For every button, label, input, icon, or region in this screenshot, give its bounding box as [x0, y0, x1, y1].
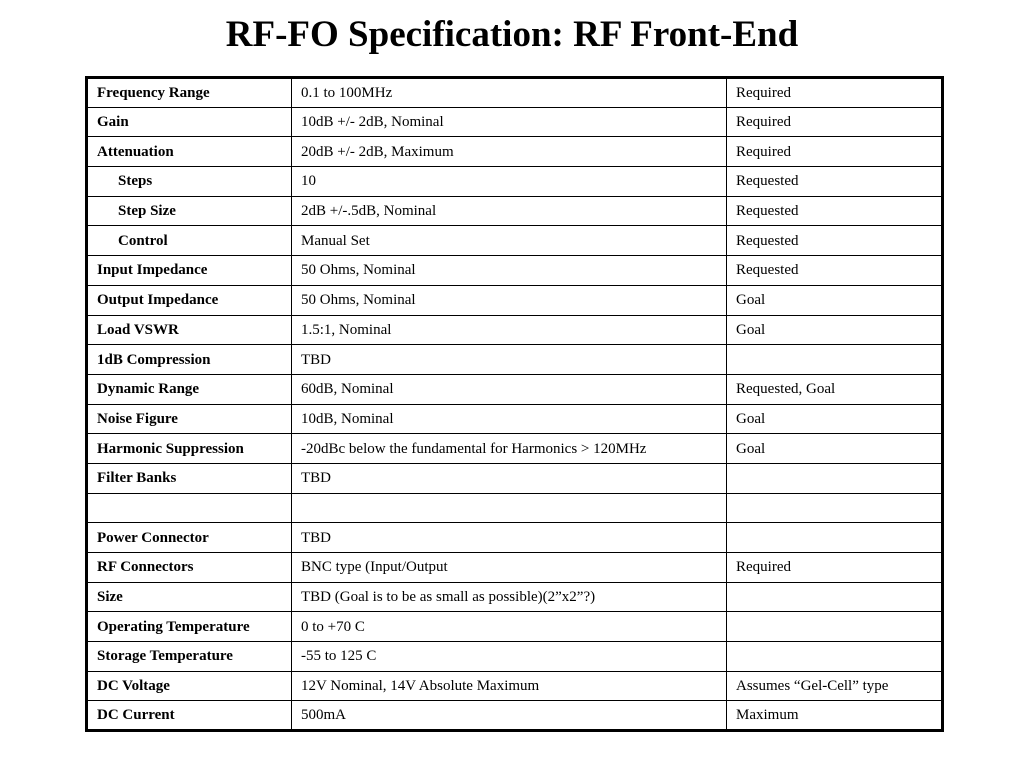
specification-cell: 10dB +/- 2dB, Nominal	[292, 107, 727, 137]
requirement-level-cell: Requested	[727, 226, 943, 256]
specification-cell: 60dB, Nominal	[292, 374, 727, 404]
table-row	[87, 493, 943, 523]
table-row	[87, 642, 943, 672]
spec-table-body	[87, 78, 943, 731]
requirement-level-cell: Assumes “Gel-Cell” type	[727, 671, 943, 701]
table-row	[87, 701, 943, 731]
table-row	[87, 404, 943, 434]
requirement-level-cell	[727, 463, 943, 493]
specification-cell: TBD	[292, 463, 727, 493]
specification-cell: Manual Set	[292, 226, 727, 256]
requirement-level-cell: Required	[727, 137, 943, 167]
parameter-cell: 1dB Compression	[87, 345, 292, 375]
requirement-level-cell	[727, 612, 943, 642]
specification-cell: 500mA	[292, 701, 727, 731]
specification-cell: 50 Ohms, Nominal	[292, 285, 727, 315]
parameter-cell: RF Connectors	[87, 553, 292, 583]
requirement-level-cell: Required	[727, 78, 943, 108]
page-title: RF-FO Specification: RF Front-End	[225, 14, 799, 55]
parameter-cell: DC Current	[87, 701, 292, 731]
requirement-level-cell	[727, 523, 943, 553]
table-row	[87, 256, 943, 286]
parameter-cell: Step Size	[87, 196, 292, 226]
requirement-level-cell: Goal	[727, 315, 943, 345]
table-row	[87, 582, 943, 612]
specification-cell	[292, 493, 727, 523]
table-row	[87, 345, 943, 375]
requirement-level-cell: Goal	[727, 434, 943, 464]
parameter-cell	[87, 493, 292, 523]
spec-table	[85, 76, 944, 732]
parameter-cell: Attenuation	[87, 137, 292, 167]
specification-cell: 2dB +/-.5dB, Nominal	[292, 196, 727, 226]
requirement-level-cell: Goal	[727, 404, 943, 434]
parameter-cell: Control	[87, 226, 292, 256]
table-row	[87, 374, 943, 404]
table-row	[87, 196, 943, 226]
table-row	[87, 315, 943, 345]
table-row	[87, 78, 943, 108]
table-row	[87, 612, 943, 642]
requirement-level-cell	[727, 345, 943, 375]
parameter-cell: Steps	[87, 167, 292, 197]
table-row	[87, 167, 943, 197]
parameter-cell: Storage Temperature	[87, 642, 292, 672]
table-row	[87, 434, 943, 464]
table-row	[87, 463, 943, 493]
specification-cell: 20dB +/- 2dB, Maximum	[292, 137, 727, 167]
table-row	[87, 671, 943, 701]
table-row	[87, 107, 943, 137]
parameter-cell: Frequency Range	[87, 78, 292, 108]
specification-cell: BNC type (Input/Output	[292, 553, 727, 583]
parameter-cell: Gain	[87, 107, 292, 137]
specification-cell: TBD	[292, 345, 727, 375]
specification-cell: 1.5:1, Nominal	[292, 315, 727, 345]
specification-cell: 0 to +70 C	[292, 612, 727, 642]
requirement-level-cell: Requested	[727, 196, 943, 226]
specification-cell: 50 Ohms, Nominal	[292, 256, 727, 286]
table-row	[87, 285, 943, 315]
requirement-level-cell: Goal	[727, 285, 943, 315]
specification-cell: 10dB, Nominal	[292, 404, 727, 434]
requirement-level-cell	[727, 582, 943, 612]
parameter-cell: DC Voltage	[87, 671, 292, 701]
table-row	[87, 553, 943, 583]
specification-cell: TBD	[292, 523, 727, 553]
table-row	[87, 137, 943, 167]
specification-cell: TBD (Goal is to be as small as possible)(2”x2”?)	[292, 582, 727, 612]
parameter-cell: Dynamic Range	[87, 374, 292, 404]
requirement-level-cell: Requested	[727, 256, 943, 286]
parameter-cell: Operating Temperature	[87, 612, 292, 642]
parameter-cell: Filter Banks	[87, 463, 292, 493]
requirement-level-cell: Requested, Goal	[727, 374, 943, 404]
specification-cell: -20dBc below the fundamental for Harmonics > 120MHz	[292, 434, 727, 464]
parameter-cell: Load VSWR	[87, 315, 292, 345]
requirement-level-cell: Requested	[727, 167, 943, 197]
parameter-cell: Size	[87, 582, 292, 612]
requirement-level-cell: Required	[727, 107, 943, 137]
specification-cell: -55 to 125 C	[292, 642, 727, 672]
table-row	[87, 523, 943, 553]
requirement-level-cell	[727, 642, 943, 672]
specification-cell: 0.1 to 100MHz	[292, 78, 727, 108]
parameter-cell: Noise Figure	[87, 404, 292, 434]
parameter-cell: Input Impedance	[87, 256, 292, 286]
table-row	[87, 226, 943, 256]
parameter-cell: Output Impedance	[87, 285, 292, 315]
requirement-level-cell: Maximum	[727, 701, 943, 731]
parameter-cell: Harmonic Suppression	[87, 434, 292, 464]
specification-cell: 12V Nominal, 14V Absolute Maximum	[292, 671, 727, 701]
specification-cell: 10	[292, 167, 727, 197]
parameter-cell: Power Connector	[87, 523, 292, 553]
requirement-level-cell	[727, 493, 943, 523]
requirement-level-cell: Required	[727, 553, 943, 583]
